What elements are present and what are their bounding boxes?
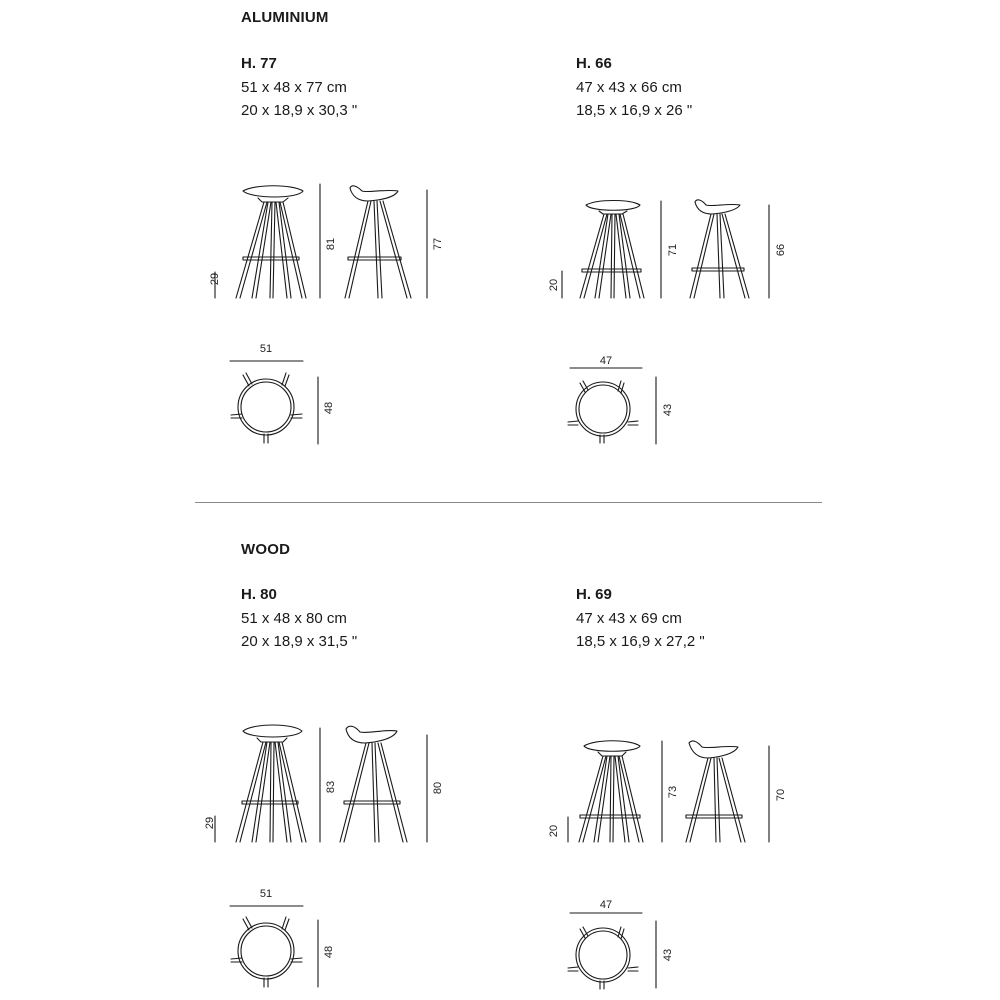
stool-top-view [568, 927, 638, 989]
model-height-label: H. 66 [576, 55, 612, 72]
model-imperial-dimensions: 20 x 18,9 x 30,3 " [241, 102, 358, 119]
stool-top-view [231, 373, 302, 443]
section-title-aluminium: ALUMINIUM [241, 9, 329, 26]
total-height-label: 66 [775, 243, 787, 257]
model-imperial-dimensions: 20 x 18,9 x 31,5 " [241, 633, 358, 650]
seat-height-label: 81 [325, 237, 337, 251]
seat-height-label: 83 [325, 780, 337, 794]
stool-front-view [562, 201, 644, 299]
stool-front-view [215, 186, 306, 298]
foot-height-label: 20 [548, 824, 560, 838]
stool-side-view [340, 726, 407, 842]
top-width-label: 47 [599, 899, 613, 911]
stool-side-view [345, 186, 411, 298]
foot-height-label: 20 [548, 278, 560, 292]
model-imperial-dimensions: 18,5 x 16,9 x 27,2 " [576, 633, 705, 650]
total-height-label: 70 [775, 788, 787, 802]
seat-height-label: 71 [667, 243, 679, 257]
top-depth-label: 43 [662, 403, 674, 417]
model-height-label: H. 69 [576, 586, 612, 603]
model-metric-dimensions: 51 x 48 x 80 cm [241, 610, 347, 627]
stool-top-view [568, 381, 638, 443]
stool-side-view [686, 741, 745, 842]
top-width-label: 51 [259, 888, 273, 900]
top-depth-label: 48 [323, 945, 335, 959]
stool-top-view [231, 917, 302, 987]
total-height-label: 77 [432, 237, 444, 251]
model-metric-dimensions: 51 x 48 x 77 cm [241, 79, 347, 96]
foot-height-label: 29 [204, 816, 216, 830]
model-metric-dimensions: 47 x 43 x 66 cm [576, 79, 682, 96]
total-height-label: 80 [432, 781, 444, 795]
section-title-wood: WOOD [241, 541, 291, 558]
top-width-label: 47 [599, 355, 613, 367]
model-metric-dimensions: 47 x 43 x 69 cm [576, 610, 682, 627]
top-depth-label: 48 [323, 401, 335, 415]
model-imperial-dimensions: 18,5 x 16,9 x 26 " [576, 102, 693, 119]
stool-front-view [568, 741, 643, 842]
top-depth-label: 43 [662, 948, 674, 962]
stool-side-view [690, 200, 749, 298]
model-height-label: H. 80 [241, 586, 277, 603]
foot-height-label: 29 [209, 272, 221, 286]
seat-height-label: 73 [667, 785, 679, 799]
top-width-label: 51 [259, 343, 273, 355]
model-height-label: H. 77 [241, 55, 277, 72]
stool-front-view [215, 725, 306, 842]
